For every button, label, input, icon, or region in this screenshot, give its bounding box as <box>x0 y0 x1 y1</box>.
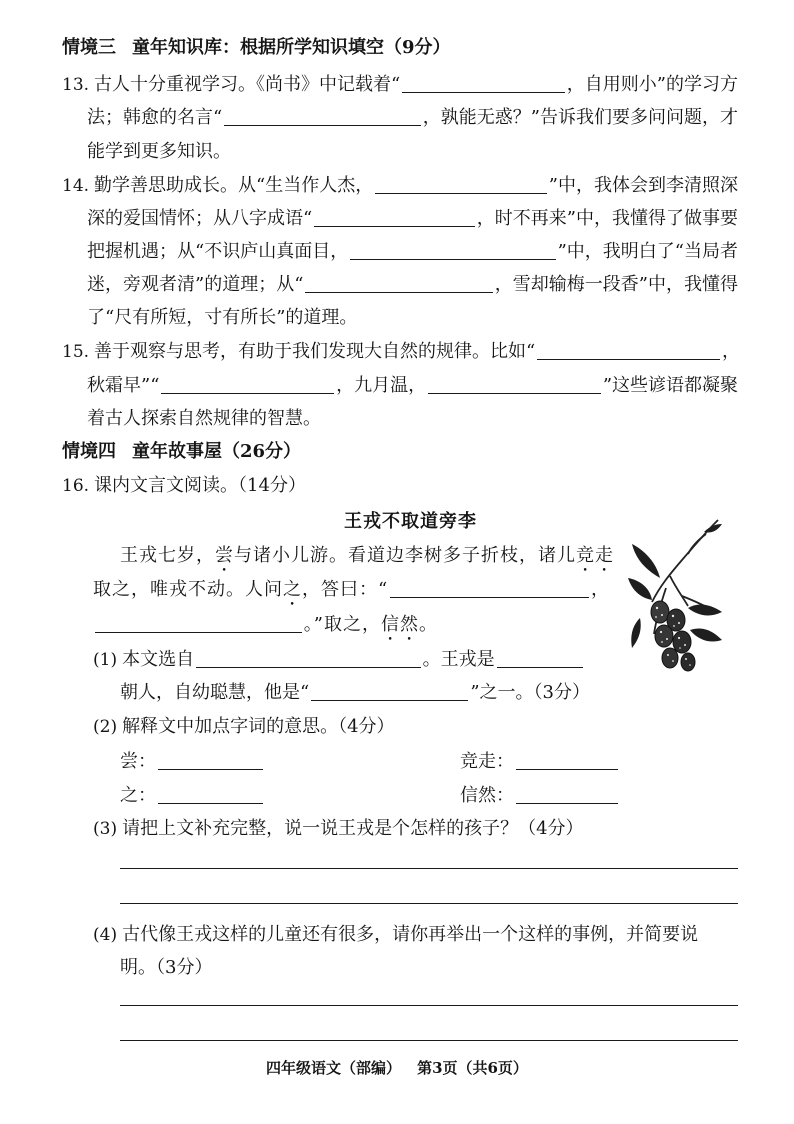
term-item <box>120 749 265 775</box>
q15-line-2 <box>87 373 738 399</box>
sub4-line-1 <box>93 922 698 948</box>
q15-line-1 <box>62 339 740 365</box>
passage-text: 。”取之， <box>303 614 381 635</box>
answer-blank <box>311 680 468 701</box>
section-title: 童年知识库：根据所学知识填空（9分） <box>132 37 451 58</box>
answer-blank <box>428 373 601 394</box>
page-footer <box>0 1057 794 1079</box>
term-label: 信然： <box>460 785 514 806</box>
answer-blank <box>314 206 475 227</box>
sub4-line-2 <box>120 955 212 981</box>
question-text: 勤学善思助成长。从“生当作人杰， <box>94 175 374 196</box>
q16-intro <box>62 473 306 499</box>
sub-question-number: (4) <box>93 925 118 945</box>
section-label: 情境四 <box>62 441 116 462</box>
question-text: 深的爱国情怀；从八字成语“ <box>87 208 313 229</box>
question-number: 13. <box>62 75 90 95</box>
answer-blank <box>516 749 618 770</box>
q13-line-3 <box>87 139 231 165</box>
passage-line-1 <box>120 543 614 569</box>
sub-question-number: (2) <box>93 717 118 737</box>
question-text: 了“尺有所短，寸有所长”的道理。 <box>87 307 358 328</box>
plum-branch-illustration <box>626 516 726 672</box>
q14-line-3 <box>87 239 738 265</box>
dotted-word: 信然 <box>381 614 419 635</box>
sub1-line-1 <box>93 647 585 673</box>
question-text: ，九月温， <box>336 375 427 396</box>
term-item <box>460 749 620 775</box>
term-item <box>460 783 620 809</box>
answer-blank <box>537 339 720 360</box>
sub-question-number: (1) <box>93 650 118 670</box>
question-text: 迷，旁观者清”的道理；从“ <box>87 274 304 295</box>
answer-blank <box>95 612 302 633</box>
question-text: 善于观察与思考，有助于我们发现大自然的规律。比如“ <box>94 341 536 362</box>
question-text: 本文选自 <box>122 649 195 670</box>
question-text: ”中，我明白了“当局者 <box>557 241 738 262</box>
q14-line-1 <box>62 173 738 199</box>
answer-line <box>120 1005 738 1006</box>
question-text: ”这些谚语都凝聚 <box>602 375 739 396</box>
passage-text: 取之，唯戎不动。人问 <box>93 579 283 600</box>
answer-blank <box>350 239 555 260</box>
answer-blank <box>497 647 583 668</box>
question-text: 着古人探索自然规律的智慧。 <box>87 408 321 429</box>
question-text: 法；韩愈的名言“ <box>87 107 223 128</box>
q15-line-3 <box>87 406 321 432</box>
passage-title-text: 王戎不取道旁李 <box>344 511 477 532</box>
passage-text: ，答曰：“ <box>302 579 389 600</box>
answer-line <box>120 1040 738 1041</box>
q14-line-4 <box>87 272 738 298</box>
question-number: 14. <box>62 176 90 196</box>
q13-line-1 <box>62 72 738 98</box>
answer-blank <box>390 577 589 598</box>
q13-line-2 <box>87 105 738 131</box>
question-text: 能学到更多知识。 <box>87 141 231 162</box>
question-text: 。王戎是 <box>422 649 495 670</box>
term-label: 之： <box>120 785 156 806</box>
question-text: ”中，我体会到李清照深 <box>548 175 738 196</box>
dotted-word: 尝 <box>215 545 234 566</box>
question-text: ，孰能无惑？”告诉我们要多问问题，才 <box>422 107 738 128</box>
q14-line-5 <box>87 305 357 331</box>
question-text: ，自用则小”的学习方 <box>566 74 738 95</box>
question-text: 朝人，自幼聪慧，他是“ <box>120 682 310 703</box>
section-4-heading <box>62 439 301 465</box>
section-label: 情境三 <box>62 37 116 58</box>
sub-question-number: (3) <box>93 819 118 839</box>
q14-line-2 <box>87 206 738 232</box>
passage-text: 与诸小儿游。看道边李树多子折枝，诸儿 <box>234 545 576 566</box>
answer-blank <box>305 272 492 293</box>
footer-page-number: 第3页（共6页） <box>417 1059 528 1077</box>
question-text: ，雪却输梅一段香”中，我懂得 <box>494 274 738 295</box>
question-text: ”之一。（3分） <box>470 682 590 703</box>
answer-blank <box>516 783 618 804</box>
question-text: 把握机遇；从“不识庐山真面目， <box>87 241 349 262</box>
question-text: 古人十分重视学习。《尚书》中记载着“ <box>94 74 401 95</box>
question-text: 请把上文补充完整，说一说王戎是个怎样的孩子？（4分） <box>122 818 584 839</box>
question-text: ，时不再来”中，我懂得了做事要 <box>476 208 738 229</box>
answer-blank <box>402 72 565 93</box>
term-label: 尝： <box>120 751 156 772</box>
question-text: 明。（3分） <box>120 957 213 978</box>
question-text: 课内文言文阅读。（14分） <box>94 475 306 496</box>
dotted-word: 之 <box>283 579 302 600</box>
sub3-line <box>93 816 584 842</box>
passage-line-3 <box>93 612 438 638</box>
question-text: ， <box>722 341 740 362</box>
answer-blank <box>375 173 547 194</box>
passage-text: 王戎七岁， <box>120 545 215 566</box>
answer-line <box>120 903 738 904</box>
answer-line <box>120 868 738 869</box>
answer-blank <box>224 105 421 126</box>
passage-text: 。 <box>419 614 438 635</box>
footer-subject: 四年级语文（部编） <box>266 1059 402 1077</box>
passage-line-2 <box>93 577 610 603</box>
answer-blank <box>161 373 334 394</box>
question-number: 15. <box>62 342 90 362</box>
question-text: 秋霜早”“ <box>87 375 160 396</box>
answer-blank <box>196 647 421 668</box>
section-3-heading <box>62 35 451 61</box>
dotted-word: 竞走 <box>576 545 614 566</box>
sub1-line-2 <box>120 680 590 706</box>
answer-blank <box>158 749 263 770</box>
answer-blank <box>158 783 263 804</box>
term-item <box>120 783 265 809</box>
passage-text: ， <box>591 579 610 600</box>
section-title: 童年故事屋（26分） <box>132 441 302 462</box>
sub2-line <box>93 714 395 740</box>
question-number: 16. <box>62 476 90 496</box>
question-text: 解释文中加点字词的意思。（4分） <box>122 716 395 737</box>
passage-title <box>344 509 477 535</box>
question-text: 古代像王戎这样的儿童还有很多，请你再举出一个这样的事例，并简要说 <box>122 924 699 945</box>
term-label: 竞走： <box>460 751 514 772</box>
